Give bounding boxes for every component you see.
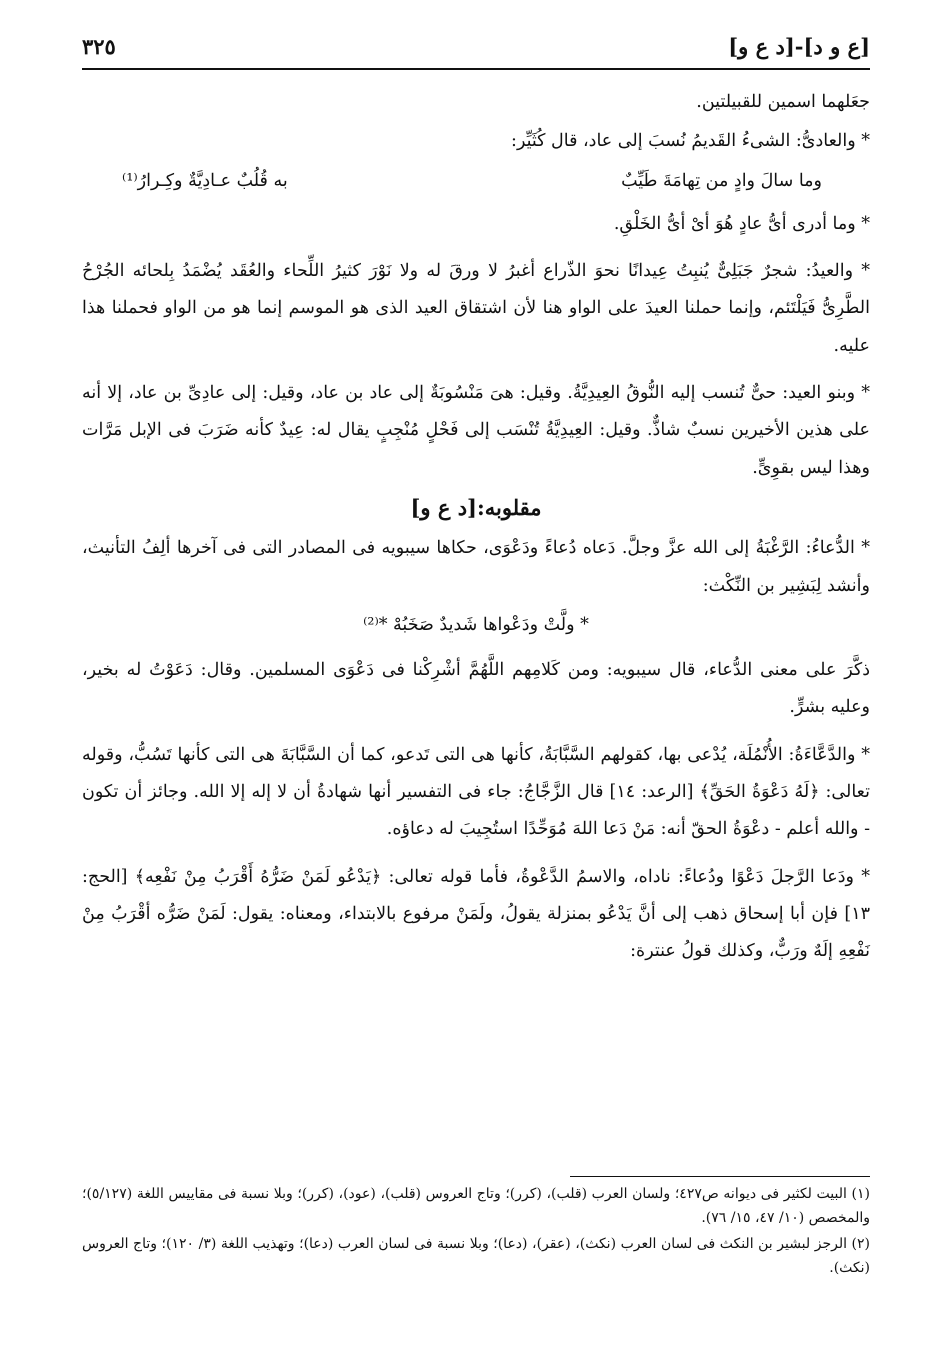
section-heading: مقلوبه:[د ع و] [410,494,542,520]
paragraph-7: ذكَّرَ على معنى الدُّعاء، قال سيبويه: ومن كَلامِهم اللَّهُمَّ أشْرِكْنا فى دَعْوَى المسلمين. وقال: دَعَوْتُ له بخير، وعليه بشرٍّ. [82,660,870,718]
footnote-1: (١) البيت لكثير فى ديوانه ص٤٢٧؛ ولسان العرب (قلب)، (كرر)؛ وتاج العروس (قلب)، (عود)، (كرر)؛ وبلا نسبة فى مقاييس اللغة (٥/١٢٧)؛ والمخصص (١٠/ ٤٧، ١٥/ ٧٦). [82,1186,870,1226]
paragraph-3: * وما أدرى أىُّ عادٍ هُوَ أىْ أىُّ الخَلْقِ. [613,213,870,234]
page-body [82,84,870,981]
verse-1 [82,163,870,200]
verse-1-hemistich-a: وما سالَ وادٍ من تِهامَةَ طَيِّبٌ [621,170,822,191]
footnote-rule [570,1176,870,1177]
paragraph-6: * الدُّعاءُ: الرَّغْبَةُ إلى الله عزَّ وجلَّ. دَعاه دُعاءً ودَعْوَى، حكاها سيبويه فى المصادر التى فى آخرها ألِفُ التأنيث، وأنشد لِبَشِير بن النِّكْث: [82,538,870,596]
paragraph-9: * ودَعا الرَّجلَ دَعْوًا ودُعاءً: ناداه، والاسمُ الدَّعْوةُ، فأما قوله تعالى: ﴿يَدْعُو لَمَنْ ضَرُّهُ أَقْرَبُ مِنْ نَفْعِه﴾ [الحج: ١٣] فإن أبا إسحاق ذهب إلى أنَّ يَدْعُو بمنزلة يقولُ، ولَمَنْ مرفوع بالابتداء، ومعناه: يقول: لَمَنْ ضَرُّه أقْرَبُ مِنْ نَفْعِهِ إلَهٌ ورَبٌّ، وكذلك قولُ عنترة: [82,866,870,962]
paragraph-8: * والدَّعَّاءَةُ: الأُنْمُلَة، يُدْعى بها، كقولهم السَّبَّابَةُ، كأنها هى التى تَدعو، كما أن السَّبَّابَةَ هى التى كأنها تَسُبُّ، وقوله تعالى: ﴿لَهُ دَعْوَةُ الحَقِّ﴾ [الرعد: ١٤] قال الزَّجَّاجُ: جاء فى التفسير أنها شهادةُ أن لا إله إلا الله. وجائز أن تكون - والله أعلم - دعْوَةُ الحقّ أنه: مَنْ دَعا اللهَ مُوَحِّدًا استُجِيبَ له دعاؤه. [82,744,870,840]
page-number: ٣٢٥ [82,34,116,59]
verse-2: * ولَّتْ ودَعْواها شَديدٌ صَخَبُهْ *⁽²⁾ [363,614,589,635]
footnote-2: (٢) الرجز لبشير بن النكث فى لسان العرب (نكث)، (عقر)، (دعا)؛ وبلا نسبة فى لسان العرب (دعا)؛ وتهذيب اللغة (٣/ ١٢٠)؛ وتاج العروس (نكث). [82,1236,870,1276]
verse-1-hemistich-b: به قُلُبٌ عـادِيَّةٌ وكِـرارُ⁽¹⁾ [122,170,288,191]
paragraph-2: * والعادىُّ: الشىءُ القَديمُ نُسبَ إلى عاد، قال كُثَيِّر: [511,131,870,152]
footnotes [82,1183,870,1283]
paragraph-1: جعَلهما اسمين للقبيلتين. [696,92,870,112]
page-header [82,28,870,68]
paragraph-5: * وبنو العيد: حىٌّ تُنسب إليه النُّوقُ العِيدِيَّةُ. وقيل: هىَ مَنْسُوبَةٌ إلى عاد بن عاد، وقيل: إلى عادِىِّ بن عاد، إلا أنه على هذين الأخيرين نسبٌ شاذٌّ. وقيل: العِيدِيَّةُ تُنْسَب إلى فَحْلٍ مُنْجِبٍ يقال له: عِيدٌ كأنه ضَرَبَ فى الإبل مَرَّات وهذا ليس بقوِىٍّ. [82,383,870,478]
root-label: [ع و د]-[د ع و] [728,34,870,59]
paragraph-4: * والعيدُ: شجرٌ جَبَلِىٌّ يُنبِتُ عِيدانًا نحوَ الذّراع أغبرُ لا ورقَ له ولا نَوْرَ كثيرُ اللِّحاء والعُقَد يُضْمَدُ بِلحائه الجُرْحُ الطَّرِىُّ فَيَلْتَئم، وإنما حملنا العيدَ على الواو هنا لأن اشتقاق العيد الذى هو الموسم إنما هو من الواو فحملنا هذا عليه. [82,261,870,356]
header-rule [82,68,870,70]
